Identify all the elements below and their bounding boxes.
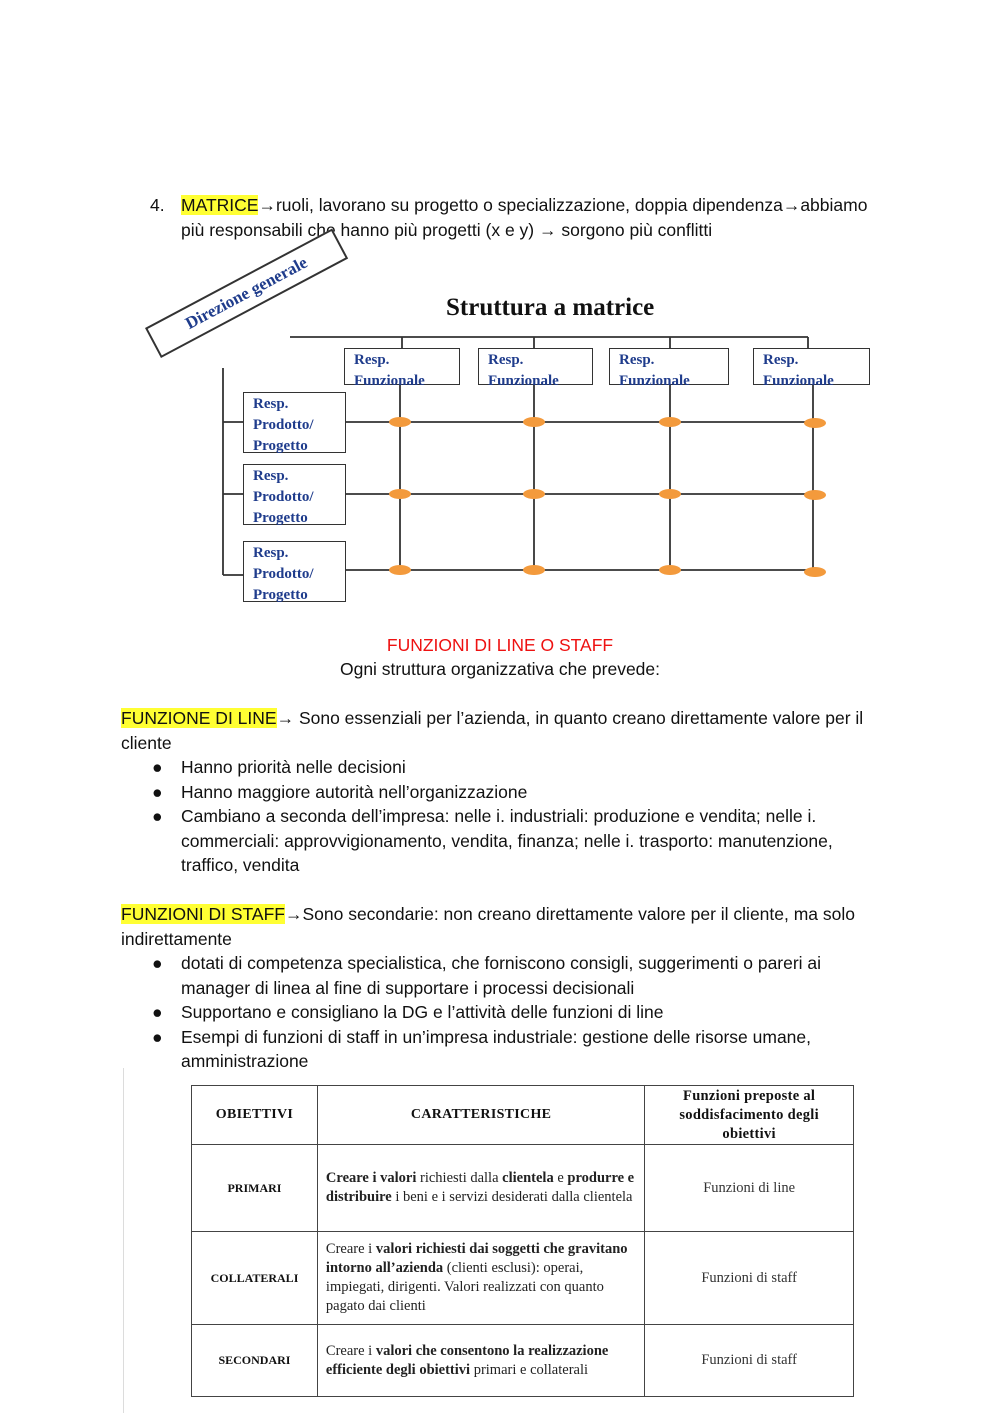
header-caratteristiche: CARATTERISTICHE [317, 1086, 644, 1145]
bullet-icon: ● [152, 757, 163, 777]
item-number: 4. [150, 195, 165, 215]
line-paragraph [121, 706, 881, 878]
row-label: PRIMARI [192, 1145, 318, 1232]
staff-paragraph [121, 902, 881, 1074]
table-row [192, 1145, 854, 1232]
functional-head-box: Resp. Funzionale [478, 348, 593, 385]
list-item: ● Hanno maggiore autorità nell’organizzazione [121, 780, 881, 805]
bullet-icon: ● [152, 953, 163, 973]
line-text: → Sono essenziali per l’azienda, in quanto creano direttamente valore per il cliente [121, 708, 864, 753]
objectives-table [191, 1085, 854, 1397]
list-item: ● Esempi di funzioni di staff in un’impresa industriale: gestione delle risorse umane, amministrazione [152, 1026, 812, 1071]
staff-bullets [121, 951, 881, 1074]
table-row [192, 1325, 854, 1397]
row-description: Creare i valori che consentono la realizzazione efficiente degli obiettivi primari e collaterali [317, 1325, 644, 1397]
row-function: Funzioni di line [645, 1145, 854, 1232]
highlight-funzioni-di-staff: FUNZIONI DI STAFF [121, 904, 285, 924]
row-function: Funzioni di staff [645, 1325, 854, 1397]
row-label: SECONDARI [192, 1325, 318, 1397]
item-text: →ruoli, lavorano su progetto o specializzazione, doppia dipendenza→abbiamo più responsabili che hanno più progetti (x e y) → sorgono più conflitti [181, 195, 868, 240]
bullet-icon: ● [152, 1026, 163, 1047]
row-description: Creare i valori richiesti dai soggetti che gravitano intorno all’azienda (clienti esclusi): operai, impiegati, dirigenti. Valori realizzati con quanto pagato dai clienti [317, 1232, 644, 1325]
functional-head-box: Resp. Funzionale [753, 348, 870, 385]
highlight-funzione-di-line: FUNZIONE DI LINE [121, 708, 277, 728]
list-item: ● Supportano e consigliano la DG e l’attività delle funzioni di line [121, 1000, 881, 1025]
functional-head-box: Resp. Funzionale [609, 348, 729, 385]
functional-head-box: Resp. Funzionale [344, 348, 460, 385]
list-item: ● Hanno priorità nelle decisioni [121, 755, 881, 780]
line-bullets [121, 755, 881, 878]
bullet-icon: ● [152, 1002, 163, 1022]
table-row [192, 1232, 854, 1325]
row-description: Creare i valori richiesti dalla clientela e produrre e distribuire i beni e i servizi desiderati dalla clientela [317, 1145, 644, 1232]
product-head-box: Resp. Prodotto/ Progetto [243, 541, 346, 602]
section-subtitle: Ogni struttura organizzativa che prevede: [339, 659, 661, 679]
staff-text: →Sono secondarie: non creano direttamente valore per il cliente, ma solo indirettamente [121, 904, 856, 949]
product-head-box: Resp. Prodotto/ Progetto [243, 392, 346, 453]
table-header-row [192, 1086, 854, 1145]
row-function: Funzioni di staff [645, 1232, 854, 1325]
diagram-title: Struttura a matrice [446, 294, 655, 321]
header-obiettivi: OBIETTIVI [192, 1086, 318, 1145]
margin-divider [123, 1068, 124, 1413]
list-item: ● Cambiano a seconda dell’impresa: nelle i. industriali: produzione e vendita; nelle i. commerciali: approvvigionamento, vendita, finanza; nelle i. trasporto: manutenzione, traffico, vendita [152, 806, 833, 875]
product-head-box: Resp. Prodotto/ Progetto [243, 464, 346, 525]
header-funzioni: Funzioni preposte al soddisfacimento degli obiettivi [645, 1086, 854, 1145]
row-label: COLLATERALI [192, 1232, 318, 1325]
bullet-icon: ● [152, 806, 163, 826]
section-title: FUNZIONI DI LINE O STAFF [386, 635, 614, 655]
list-item: ● dotati di competenza specialistica, che forniscono consigli, suggerimenti o pareri ai manager di linea al fine di supportare i processi decisionali [152, 953, 822, 998]
bullet-icon: ● [152, 781, 163, 802]
direzione-generale-box: Direzione generale [145, 228, 348, 358]
matrix-nodes [389, 417, 826, 577]
highlight-matrice: MATRICE [181, 195, 259, 215]
